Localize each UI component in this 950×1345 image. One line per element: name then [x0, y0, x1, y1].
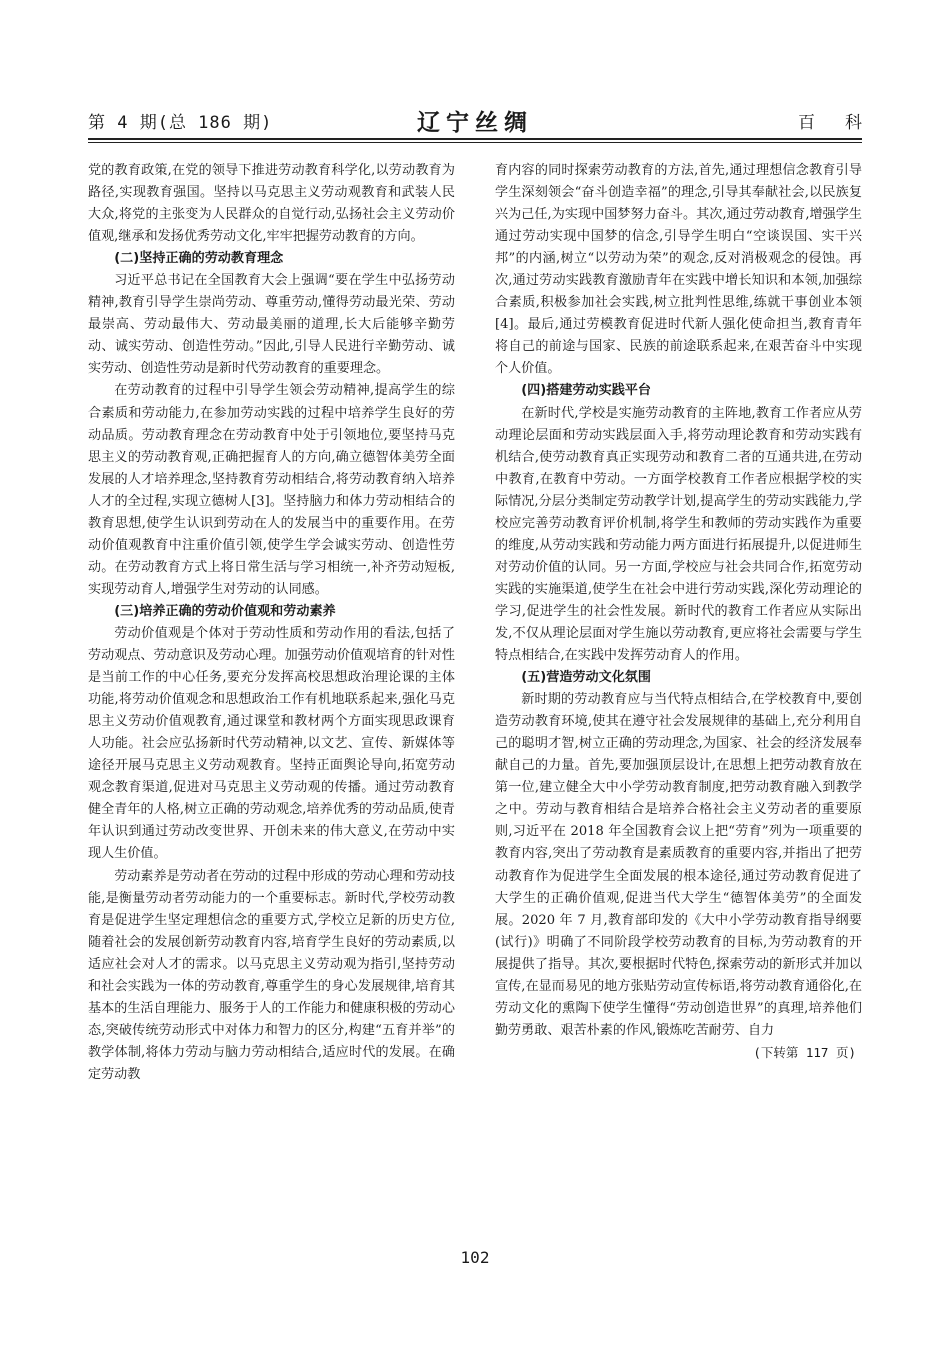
paragraph: 劳动价值观是个体对于劳动性质和劳动作用的看法,包括了劳动观点、劳动意识及劳动心理。加强劳动价值观培育的针对性是当前工作的中心任务,要充分发挥高校思想政治理论课的主体功能,将劳动价值观念和思想政治工作有机地联系起来,强化马克思主义劳动价值观教育,通过课堂和教材两个方面实现思政课育人功能。社会应弘扬新时代劳动精神,以文艺、宣传、新媒体等途径开展马克思主义劳动观教育。坚持正面舆论导向,拓宽劳动观念教育渠道,促进对马克思主义劳动观的传播。通过劳动教育健全青年的人格,树立正确的劳动观念,培养优秀的劳动品质,使青年认识到通过劳动改变世界、开创未来的伟大意义,在劳动中实现人生价值。: [88, 625, 455, 862]
paragraph: 新时期的劳动教育应与当代特点相结合,在学校教育中,要创造劳动教育环境,使其在遵守社会发展规律的基础上,充分利用自己的聪明才智,树立正确的劳动理念,为国家、社会的经济发展奉献自己的力量。首先,要加强顶层设计,在思想上把劳动教育放在第一位,建立健全大中小学劳动教育制度,把劳动教育融入到教学之中。劳动与教育相结合是培养合格社会主义劳动者的重要原则,习近平在 2018 年全国教育会议上把“劳育”列为一项重要的教育内容,突出了劳动教育是素质教育的重要内容,并指出了把劳动教育作为促进学生全面发展的根本途径,通过劳动教育促进了大学生的正确价值观,促进当代大学生“德智体美劳”的全面发展。2020 年 7 月,教育部印发的《大中小学劳动教育指导纲要(试行)》明确了不同阶段学校劳动教育的目标,为劳动教育的开展提供了指导。其次,要根据时代特色,探索劳动的新形式并加以宣传,在显而易见的地方张贴劳动宣传标语,将劳动教育通俗化,在劳动文化的熏陶下使学生懂得“劳动创造世界”的真理,培养他们勤劳勇敢、艰苦朴素的作风,锻炼吃苦耐劳、自力: [495, 692, 862, 1038]
paragraph: 习近平总书记在全国教育大会上强调“要在学生中弘扬劳动精神,教育引导学生崇尚劳动、尊重劳动,懂得劳动最光荣、劳动最崇高、劳动最伟大、劳动最美丽的道理,长大后能够辛勤劳动、诚实劳动、创造性劳动。”因此,引导人民进行辛勤劳动、诚实劳动、创造性劳动是新时代劳动教育的重要理念。: [88, 273, 455, 377]
section-heading-2: (二)坚持正确的劳动教育理念: [114, 251, 284, 267]
paragraph: 劳动素养是劳动者在劳动的过程中形成的劳动心理和劳动技能,是衡量劳动者劳动能力的一个重要标志。新时代,学校劳动教育是促进学生坚定理想信念的重要方式,学校立足新的历史方位,随着社会的发展创新劳动教育内容,培育学生良好的劳动素质,以适应社会对人才的需求。以马克思主义劳动观为指引,坚持劳动和社会实践为一体的劳动教育,尊重学生的身心发展规律,培育其基本的生活自理能力、服务于人的工作能力和健康积极的劳动心态,突破传统劳动形式中对体力和智力的区分,构建“五育并举”的教学体制,将体力劳动与脑力劳动相结合,适应时代的发展。在确定劳动教: [88, 868, 455, 1082]
page-number: 102: [460, 1248, 490, 1267]
issue-number: 第 4 期(总 186 期): [88, 113, 273, 133]
left-column: [88, 160, 455, 1086]
right-column: [495, 160, 862, 1064]
running-header: [88, 104, 892, 138]
section-heading-4: (四)搭建劳动实践平台: [521, 383, 651, 399]
paragraph: 党的教育政策,在党的领导下推进劳动教育科学化,以劳动教育为路径,实现教育强国。坚持以马克思主义劳动观教育和武装人民大众,将党的主张变为人民群众的自觉行动,弘扬社会主义劳动价值观,继承和发扬优秀劳动文化,牢牢把握劳动教育的方向。: [88, 163, 455, 245]
paragraph: 育内容的同时探索劳动教育的方法,首先,通过理想信念教育引导学生深刻领会“奋斗创造幸福”的理念,引导其奉献社会,以民族复兴为己任,为实现中国梦努力奋斗。其次,通过劳动教育,增强学生通过劳动实现中国梦的信念,引导学生明白“空谈误国、实干兴邦”的内涵,树立“以劳动为荣”的观念,反对消极观念的侵蚀。再次,通过劳动实践教育激励青年在实践中增长知识和本领,加强综合素质,积极参加社会实践,树立批判性思维,练就干事创业本领[4]。最后,通过劳模教育促进时代新人强化使命担当,教育青年将自己的前途与国家、民族的前途联系起来,在艰苦奋斗中实现个人价值。: [495, 163, 862, 377]
header-rule-thick: [88, 138, 862, 140]
section-heading-3: (三)培养正确的劳动价值观和劳动素养: [114, 603, 336, 619]
paragraph: 在新时代,学校是实施劳动教育的主阵地,教育工作者应从劳动理论层面和劳动实践层面入手,将劳动理论教育和劳动实践有机结合,使劳动教育真正实现劳动和教育二者的互通共进,在劳动中教育,在教育中劳动。一方面学校教育工作者应根据学校的实际情况,分层分类制定劳动教学计划,提高学生的劳动实践能力,学校应完善劳动教育评价机制,将学生和教师的劳动实践作为重要的维度,从劳动实践和劳动能力两方面进行拓展提升,以促进师生对劳动价值的认同。另一方面,学校应与社会共同合作,拓宽劳动实践的实施渠道,使学生在社会中进行劳动实践,深化劳动理论的学习,促进学生的社会性发展。新时代的教育工作者应从实际出发,不仅从理论层面对学生施以劳动教育,更应将社会需要与学生特点相结合,在实践中发挥劳动育人的作用。: [495, 405, 862, 664]
journal-title: 辽宁丝绸: [417, 110, 533, 136]
paragraph: 在劳动教育的过程中引导学生领会劳动精神,提高学生的综合素质和劳动能力,在参加劳动实践的过程中培养学生良好的劳动品质。劳动教育理念在劳动教育中处于引领地位,要坚持马克思主义的劳动教育观,正确把握育人的方向,确立德智体美劳全面发展的人才培养理念,坚持教育劳动相结合,将劳动教育纳入培养人才的全过程,实现立德树人[3]。坚持脑力和体力劳动相结合的教育思想,使学生认识到劳动在人的发展当中的重要作用。在劳动价值观教育中注重价值引领,使学生学会诚实劳动、创造性劳动。在劳动教育方式上将日常生活与学习相统一,补齐劳动短板,实现劳动育人,增强学生对劳动的认同感。: [88, 383, 455, 597]
header-rule-thin: [88, 142, 862, 143]
section-name: 百科: [798, 113, 892, 133]
section-heading-5: (五)营造劳动文化氛围: [521, 670, 651, 686]
continued-note: (下转第 117 页): [753, 1044, 856, 1060]
